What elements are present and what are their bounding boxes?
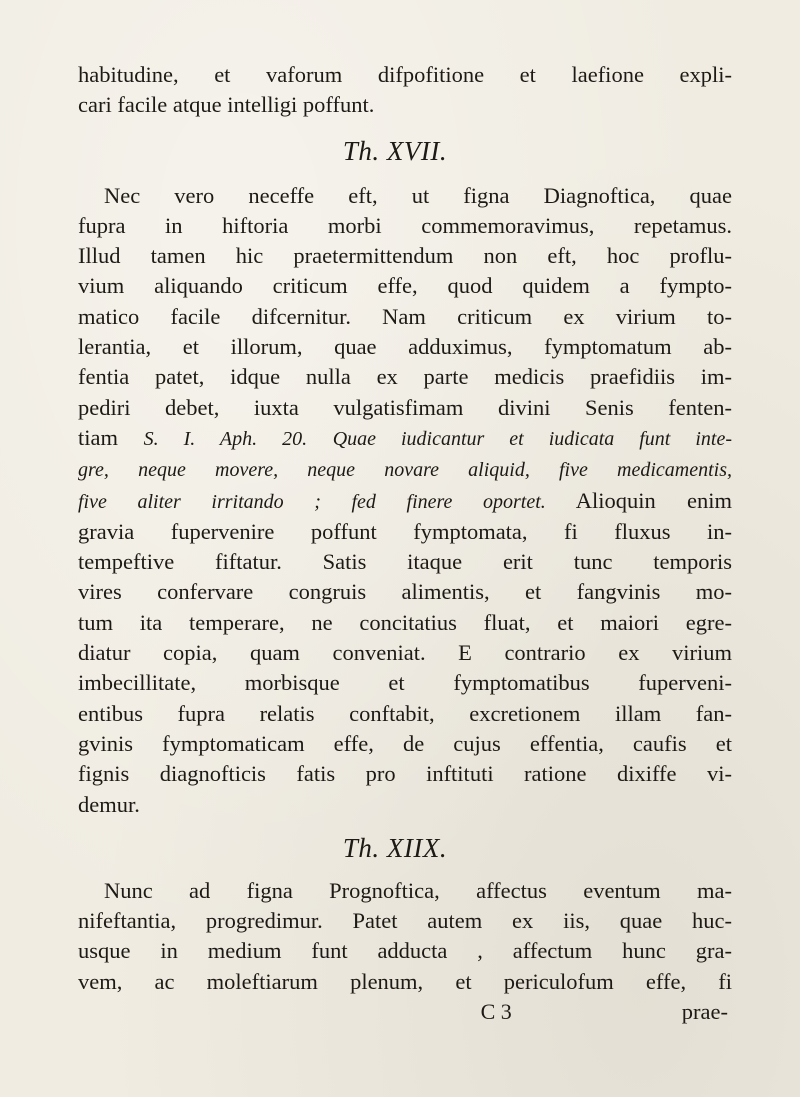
text-line: gravia fupervenire poffunt fymptomata, fi fluxus in- xyxy=(78,518,732,544)
text-line: imbecillitate, morbisque et fymptomatibus fuperveni- xyxy=(78,670,732,696)
text-line: pediri debet, iuxta vulgatisfimam divini Senis fenten- xyxy=(78,394,732,420)
text-line: gvinis fymptomaticam effe, de cujus effentia, caufis et xyxy=(78,730,732,756)
catchword: prae- xyxy=(681,999,728,1025)
text-line: usque in medium funt adducta , affectum hunc gra- xyxy=(78,938,732,964)
text-block xyxy=(78,60,732,1027)
aphorism-quote: five aliter irritando ; fed finere oportet. xyxy=(78,490,546,513)
text-line: vium aliquando criticum effe, quod quidem a fympto- xyxy=(78,273,732,299)
text-line: Nunc ad figna Prognoftica, affectus eventum ma- xyxy=(104,877,732,903)
text-line: Illud tamen hic praetermittendum non eft, hoc proflu- xyxy=(78,243,732,269)
text-line: nifeftantia, progredimur. Patet autem ex iis, quae huc- xyxy=(78,908,732,934)
aphorism-reference: S. I. Aph. 20. xyxy=(143,427,308,450)
text-line: tum ita temperare, ne concitatius fluat, et maiori egre- xyxy=(78,609,732,635)
text-line: habitudine, et vaforum difpofitione et laefione expli- xyxy=(78,62,732,87)
text-run xyxy=(307,425,333,450)
text-line-quote xyxy=(78,486,732,517)
page-footer xyxy=(78,997,732,1027)
signature-mark: C 3 xyxy=(480,999,512,1025)
text-line: fignis diagnofticis fatis pro inftituti ratione dixiffe vi- xyxy=(78,761,732,787)
text-run: Alioquin enim xyxy=(545,487,732,513)
section-heading-xvii: Th. XVII. xyxy=(342,135,448,166)
aphorism-quote: gre, neque movere, neque novare aliquid, five medicamentis, xyxy=(78,459,732,482)
text-line: Nec vero neceffe eft, ut figna Diagnoftica, quae xyxy=(104,182,732,208)
text-line: vem, ac moleftiarum plenum, et periculofum effe, fi xyxy=(78,968,732,994)
text-line: lerantia, et illorum, quae adduximus, fymptomatum ab- xyxy=(78,334,732,360)
text-run: tiam xyxy=(78,424,144,450)
text-line: diatur copia, quam conveniat. E contrario ex virium xyxy=(78,640,732,666)
text-line: demur. xyxy=(78,791,140,817)
section-heading-xiix: Th. XIIX. xyxy=(342,832,448,863)
text-line: matico facile difcernitur. Nam criticum ex virium to- xyxy=(78,303,732,329)
text-line: fupra in hiftoria morbi commemoravimus, repetamus. xyxy=(78,212,732,238)
text-line-citation xyxy=(78,423,732,454)
text-line: tempeftive fiftatur. Satis itaque erit tunc temporis xyxy=(78,549,732,575)
text-line-quote xyxy=(78,454,732,485)
text-line: cari facile atque intelligi poffunt. xyxy=(78,92,375,118)
text-line: vires confervare congruis alimentis, et fangvinis mo- xyxy=(78,579,732,605)
text-line: fentia patet, idque nulla ex parte medicis praefidiis im- xyxy=(78,364,732,390)
text-line: entibus fupra relatis conftabit, excretionem illam fan- xyxy=(78,700,732,726)
aphorism-quote: Quae iudicantur et iudicata funt inte- xyxy=(332,427,732,450)
